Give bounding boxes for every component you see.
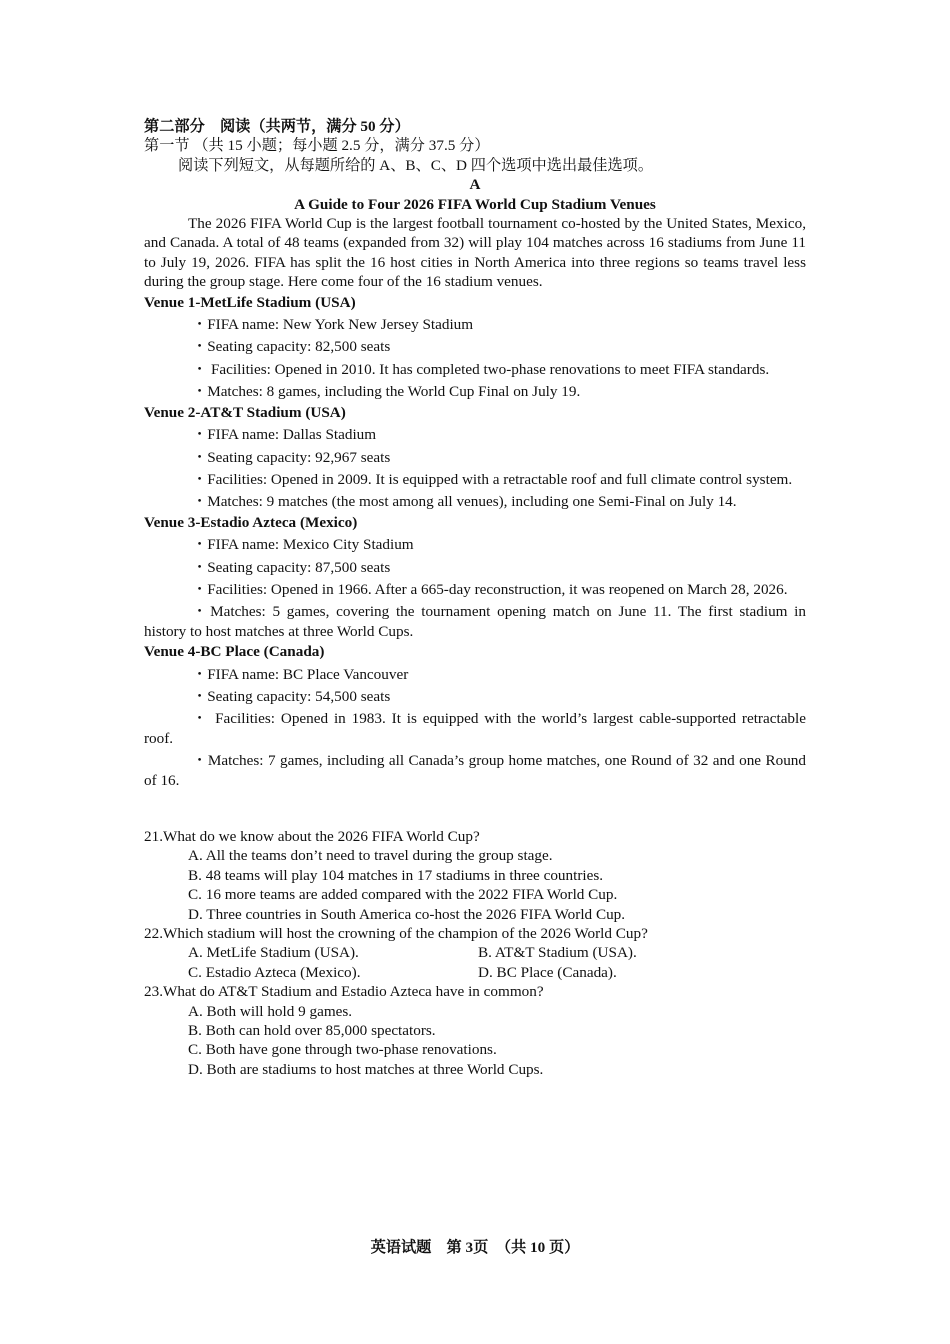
venue-facilities: ・ Facilities: Opened in 2010. It has completed two-phase renovations to meet FIFA standards. (192, 360, 770, 378)
passage-title: A Guide to Four 2026 FIFA World Cup Stadium Venues (294, 195, 656, 213)
venue-capacity: ・Seating capacity: 82,500 seats (192, 338, 391, 356)
venue-heading: Venue 3-Estadio Azteca (Mexico) (144, 513, 358, 531)
option-a: A. Both will hold 9 games. (188, 1002, 353, 1020)
venue-facilities: ・ Facilities: Opened in 1983. It is equipped with the world’s largest cable-supported retractable roof. (144, 710, 806, 747)
option-row (144, 943, 806, 962)
venue-heading: Venue 2-AT&T Stadium (USA) (144, 403, 346, 421)
passage-intro: The 2026 FIFA World Cup is the largest football tournament co-hosted by the United States, Mexico, and Canada. A total of 48 teams (expanded from 32) will play 104 matches across 16 stadiums from June 11 to July 19, 2026. FIFA has split the 16 host cities in North America into three regions so teams travel less during the group stage. Here come four of the 16 stadium venues. (144, 215, 806, 291)
question-stem: 23.What do AT&T Stadium and Estadio Azteca have in common? (144, 983, 544, 1001)
venue-matches: ・Matches: 8 games, including the World Cup Final on July 19. (192, 383, 581, 401)
venue-fifa-name: ・FIFA name: Dallas Stadium (192, 426, 377, 444)
option-c: C. Both have gone through two-phase renovations. (188, 1041, 497, 1059)
venue-fifa-name: ・FIFA name: BC Place Vancouver (192, 665, 409, 683)
part-title: 第二部分 阅读（共两节，满分 50 分） (144, 118, 410, 135)
question-21 (144, 827, 806, 924)
section-subtitle: 第一节 （共 15 小题；每小题 2.5 分，满分 37.5 分） (144, 137, 490, 155)
venue-fifa-name: ・FIFA name: Mexico City Stadium (192, 536, 414, 554)
venue-3 (144, 513, 806, 641)
option-a: A. MetLife Stadium (USA). (188, 944, 359, 962)
venue-2 (144, 403, 806, 512)
venue-heading: Venue 4-BC Place (Canada) (144, 643, 325, 661)
option-c: C. Estadio Azteca (Mexico). (188, 963, 361, 981)
question-stem: 21.What do we know about the 2026 FIFA World Cup? (144, 828, 480, 845)
option-a: A. All the teams don’t need to travel during the group stage. (188, 847, 553, 865)
option-b: B. Both can hold over 85,000 spectators. (188, 1022, 436, 1040)
venue-1 (144, 293, 806, 402)
page-content (144, 117, 806, 1079)
venue-matches: ・Matches: 9 matches (the most among all venues), including one Semi-Final on July 14. (192, 493, 737, 511)
page-footer: 英语试题 第 3页 （共 10 页） (370, 1239, 580, 1256)
venue-4 (144, 642, 806, 790)
venue-facilities: ・Facilities: Opened in 1966. After a 665-day reconstruction, it was reopened on March 28, 2026. (192, 580, 788, 598)
venue-matches: ・Matches: 7 games, including all Canada’s group home matches, one Round of 32 and one Round of 16. (144, 752, 806, 789)
option-b: B. 48 teams will play 104 matches in 17 stadiums in three countries. (188, 866, 604, 884)
option-b: B. AT&T Stadium (USA). (478, 944, 637, 962)
option-row (144, 963, 806, 982)
venue-matches: ・Matches: 5 games, covering the tournament opening match on June 11. The first stadium in history to host matches at three World Cups. (144, 603, 806, 640)
question-22 (144, 924, 806, 982)
venue-capacity: ・Seating capacity: 87,500 seats (192, 558, 391, 576)
question-23 (144, 982, 806, 1079)
venue-fifa-name: ・FIFA name: New York New Jersey Stadium (192, 316, 474, 334)
section-spacer (144, 790, 806, 827)
option-d: D. Both are stadiums to host matches at three World Cups. (188, 1060, 544, 1078)
passage-letter: A (469, 176, 481, 194)
venue-facilities: ・Facilities: Opened in 2009. It is equipped with a retractable roof and full climate control system. (192, 470, 793, 488)
venue-heading: Venue 1-MetLife Stadium (USA) (144, 293, 356, 311)
venue-capacity: ・Seating capacity: 54,500 seats (192, 687, 391, 705)
option-d: D. BC Place (Canada). (478, 963, 617, 981)
option-d: D. Three countries in South America co-host the 2026 FIFA World Cup. (188, 905, 626, 923)
venue-capacity: ・Seating capacity: 92,967 seats (192, 448, 391, 466)
question-stem: 22.Which stadium will host the crowning of the champion of the 2026 World Cup? (144, 925, 648, 943)
option-c: C. 16 more teams are added compared with the 2022 FIFA World Cup. (188, 886, 618, 904)
instruction: 阅读下列短文，从每题所给的 A、B、C、D 四个选项中选出最佳选项。 (178, 156, 654, 174)
